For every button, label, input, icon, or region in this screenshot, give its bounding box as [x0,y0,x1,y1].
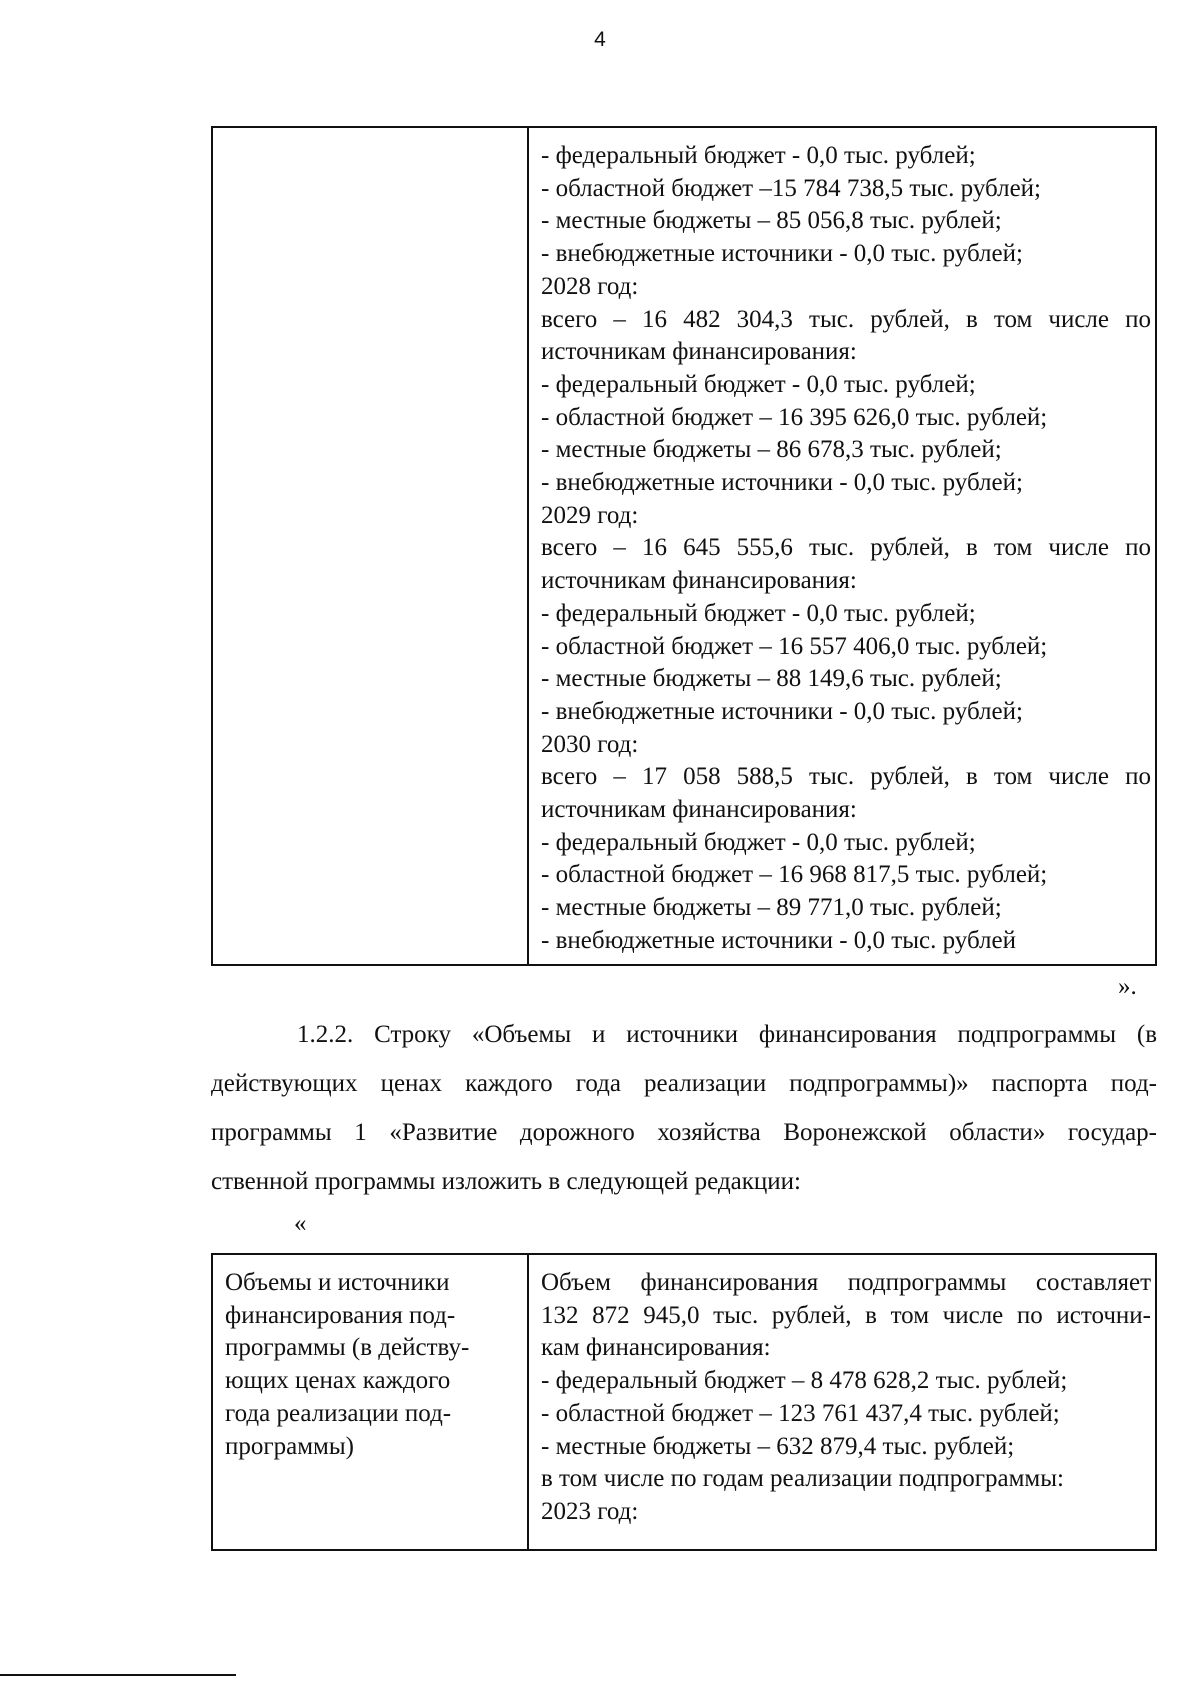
page-number: 4 [594,28,606,51]
table-1-right-cell [529,128,1155,964]
amendment-paragraph [211,1010,1157,1206]
table-2-left-line: ющих ценах каждого [225,1367,451,1395]
footer-divider [0,1674,236,1676]
table-1-line: - местные бюджеты – 85 056,8 тыс. рублей; [541,207,1002,235]
table-1-line: - федеральный бюджет - 0,0 тыс. рублей; [541,142,976,169]
table-1-line: 2030 год: [541,730,639,758]
table-1-line: 2028 год: [541,272,639,300]
table-2-right-line: Объем финансирования подпрограммы составляет [541,1269,1151,1296]
table-2-left-line: программы (в действу- [225,1334,470,1362]
table-2-left-line: года реализации под- [225,1399,452,1427]
opening-quote: « [294,1210,307,1237]
table-2-right-line: - федеральный бюджет – 8 478 628,2 тыс. рублей; [541,1367,1068,1395]
paragraph-line: ственной программы изложить в следующей редакции: [211,1168,801,1195]
paragraph-line: действующих ценах каждого года реализации подпрограммы)» паспорта под- [211,1070,1157,1097]
table-2-left-line: Объемы и источники [225,1269,450,1296]
table-1-line: - местные бюджеты – 88 149,6 тыс. рублей; [541,665,1002,693]
table-1-line: - федеральный бюджет - 0,0 тыс. рублей; [541,599,976,627]
table-1-line: всего – 16 482 304,3 тыс. рублей, в том числе по [541,305,1151,333]
table-1-line: всего – 17 058 588,5 тыс. рублей, в том числе по [541,763,1151,791]
table-1-line: - внебюджетные источники - 0,0 тыс. рублей; [541,240,1023,268]
financing-table-new [211,1253,1157,1551]
table-1-line: - областной бюджет – 16 968 817,5 тыс. рублей; [541,861,1048,889]
table-2-right-line: - областной бюджет – 123 761 437,4 тыс. рублей; [541,1399,1060,1427]
table-1-line: - внебюджетные источники - 0,0 тыс. рублей; [541,469,1023,497]
table-1-left-cell [213,128,529,964]
table-1-line: - федеральный бюджет - 0,0 тыс. рублей; [541,370,976,398]
table-2-left-line: финансирования под- [225,1301,456,1329]
table-1-line: источникам финансирования: [541,338,857,366]
table-2-left-cell [213,1255,529,1549]
table-1-line: - областной бюджет – 16 557 406,0 тыс. рублей; [541,632,1048,660]
table-2-right-line: в том числе по годам реализации подпрограммы: [541,1465,1064,1493]
table-1-line: - местные бюджеты – 86 678,3 тыс. рублей; [541,436,1002,464]
table-1-line: всего – 16 645 555,6 тыс. рублей, в том числе по [541,534,1151,562]
table-2-right-line: кам финансирования: [541,1334,771,1362]
paragraph-line: программы 1 «Развитие дорожного хозяйства Воронежской области» государ- [211,1119,1157,1146]
table-2-right-line: 2023 год: [541,1497,639,1525]
table-1-line: - местные бюджеты – 89 771,0 тыс. рублей; [541,894,1002,922]
table-1-line: - федеральный бюджет - 0,0 тыс. рублей; [541,828,976,856]
financing-table-continuation [211,126,1157,966]
table-1-line: источникам финансирования: [541,567,857,595]
table-1-line: - внебюджетные источники - 0,0 тыс. рублей [541,926,1016,954]
table-1-line: - внебюджетные источники - 0,0 тыс. рублей; [541,697,1023,725]
table-2-right-line: - местные бюджеты – 632 879,4 тыс. рублей; [541,1432,1015,1460]
table-1-line: - областной бюджет – 16 395 626,0 тыс. рублей; [541,403,1048,431]
table-1-line: источникам финансирования: [541,796,857,824]
table-1-line: 2029 год: [541,501,639,529]
paragraph-line: 1.2.2. Строку «Объемы и источники финансирования подпрограммы (в [297,1021,1157,1048]
table-2-left-line: программы) [225,1432,354,1460]
table-2-right-cell [529,1255,1155,1549]
closing-quote: ». [1118,973,1137,1000]
table-2-right-line: 132 872 945,0 тыс. рублей, в том числе по источни- [541,1301,1151,1329]
table-1-line: - областной бюджет –15 784 738,5 тыс. рублей; [541,174,1041,202]
